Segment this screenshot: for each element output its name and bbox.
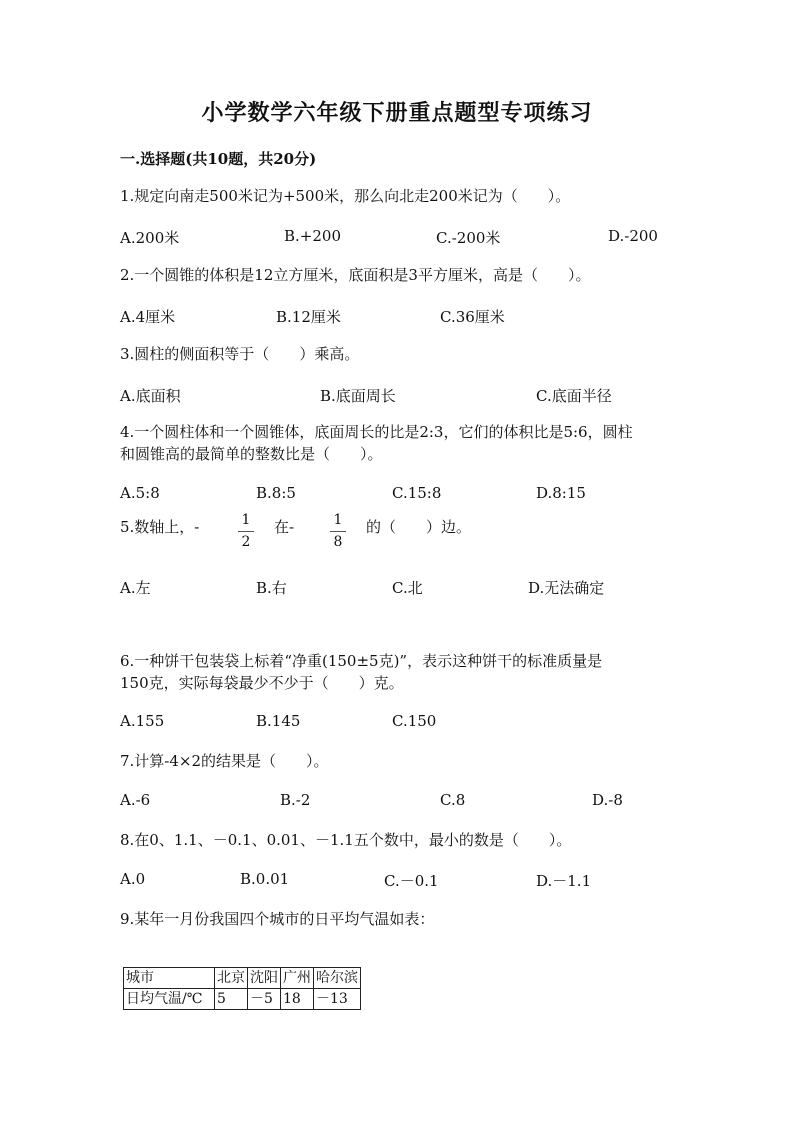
q5-option-a: A.左 <box>120 579 151 597</box>
q6-option-b: B.145 <box>256 712 301 730</box>
table-cell: 18 <box>281 989 314 1010</box>
q5-option-c: C.北 <box>392 579 423 597</box>
table-row <box>124 968 361 989</box>
q1-option-d: D.-200 <box>608 227 658 245</box>
q7-option-c: C.8 <box>440 791 466 809</box>
fraction-bar <box>330 531 346 532</box>
section-heading: 一.选择题(共10题，共20分) <box>120 150 317 168</box>
q8-option-c: C.－0.1 <box>384 872 439 890</box>
question-5-prefix: 5.数轴上，- <box>120 518 200 536</box>
fraction-numerator: 1 <box>333 512 343 528</box>
q3-option-b: B.底面周长 <box>320 387 396 405</box>
fraction-one-eighth <box>330 512 346 550</box>
q7-option-a: A.-6 <box>120 791 151 809</box>
q7-option-b: B.-2 <box>280 791 311 809</box>
question-2: 2.一个圆锥的体积是12立方厘米，底面积是3平方厘米，高是（ ）。 <box>120 266 591 284</box>
q5-option-b: B.右 <box>256 579 287 597</box>
table-cell: 5 <box>215 989 248 1010</box>
fraction-denominator: 2 <box>241 534 251 550</box>
question-9: 9.某年一月份我国四个城市的日平均气温如表： <box>120 910 435 928</box>
question-3: 3.圆柱的侧面积等于（ ）乘高。 <box>120 345 360 363</box>
q4-option-c: C.15:8 <box>392 484 442 502</box>
fraction-denominator: 8 <box>333 534 343 550</box>
q4-option-d: D.8:15 <box>536 484 586 502</box>
table-row <box>124 989 361 1010</box>
q5-option-d: D.无法确定 <box>528 579 605 597</box>
q1-option-b: B.+200 <box>284 227 341 245</box>
question-4-line-2: 和圆锥高的最简单的整数比是（ ）。 <box>120 445 383 463</box>
q2-option-b: B.12厘米 <box>276 308 341 326</box>
question-8: 8.在0、1.1、－0.1、0.01、－1.1五个数中，最小的数是（ ）。 <box>120 831 572 849</box>
question-7: 7.计算-4×2的结果是（ ）。 <box>120 752 329 770</box>
temperature-table <box>123 967 361 1010</box>
fraction-bar <box>238 531 254 532</box>
fraction-numerator: 1 <box>241 512 251 528</box>
fraction-one-half <box>238 512 254 550</box>
table-cell: －5 <box>248 989 281 1010</box>
q6-option-a: A.155 <box>120 712 165 730</box>
question-4-line-1: 4.一个圆柱体和一个圆锥体，底面周长的比是2:3，它们的体积比是5:6，圆柱 <box>120 423 633 441</box>
table-cell: 沈阳 <box>248 968 281 989</box>
q3-option-a: A.底面积 <box>120 387 181 405</box>
q1-option-a: A.200米 <box>120 229 180 247</box>
q6-option-c: C.150 <box>392 712 437 730</box>
page-title: 小学数学六年级下册重点题型专项练习 <box>201 100 593 126</box>
q4-option-b: B.8:5 <box>256 484 296 502</box>
q3-option-c: C.底面半径 <box>536 387 612 405</box>
q4-option-a: A.5:8 <box>120 484 160 502</box>
table-cell: 哈尔滨 <box>314 968 361 989</box>
q8-option-a: A.0 <box>120 870 146 888</box>
table-cell: 城市 <box>124 968 215 989</box>
question-1: 1.规定向南走500米记为+500米，那么向北走200米记为（ ）。 <box>120 187 571 205</box>
q2-option-a: A.4厘米 <box>120 308 176 326</box>
table-cell: 北京 <box>215 968 248 989</box>
q2-option-c: C.36厘米 <box>440 308 505 326</box>
q7-option-d: D.-8 <box>592 791 623 809</box>
q8-option-d: D.－1.1 <box>536 872 592 890</box>
table-cell: －13 <box>314 989 361 1010</box>
q1-option-c: C.-200米 <box>436 229 501 247</box>
table-cell: 日均气温/℃ <box>124 989 215 1010</box>
table-cell: 广州 <box>281 968 314 989</box>
question-5-suffix: 的（ ）边。 <box>366 518 472 536</box>
question-5-middle: 在- <box>274 518 295 536</box>
question-6-line-1: 6.一种饼干包装袋上标着“净重(150±5克)”，表示这种饼干的标准质量是 <box>120 652 603 670</box>
q8-option-b: B.0.01 <box>240 870 290 888</box>
question-6-line-2: 150克，实际每袋最少不少于（ ）克。 <box>120 674 404 692</box>
